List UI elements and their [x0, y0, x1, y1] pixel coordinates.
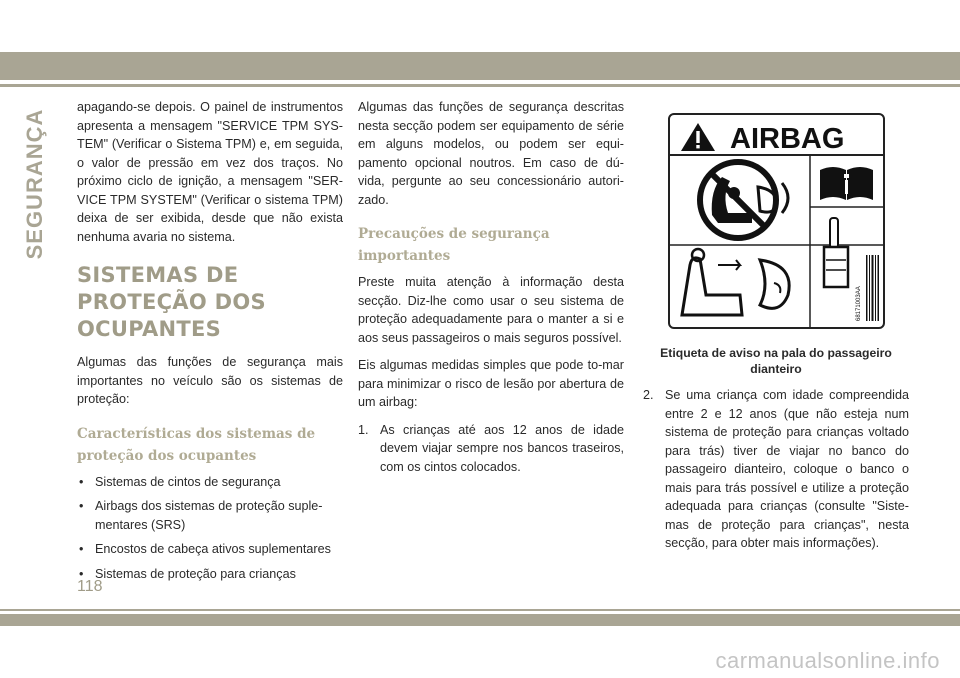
column-3	[643, 386, 909, 561]
intro-paragraph: Algumas das funções de segurança descritas nesta secção podem ser equipamento de série em alguns modelos, ou podem ser equi-pamento opcional noutros. Em caso de dú-vida, pergunte ao seu concessionário autori-zado.	[358, 100, 624, 207]
watermark: carmanualsonline.info	[715, 648, 940, 673]
precautions-list	[358, 421, 624, 477]
figure-caption: Etiqueta de aviso na pala do passageiro dianteiro	[660, 346, 892, 376]
section-heading: SISTEMAS DE PROTEÇÃO DOS OCUPANTES	[77, 263, 266, 341]
subsection-heading: Precauções de segurança importantes	[358, 226, 550, 264]
paragraph: Eis algumas medidas simples que pode to-mar para minimizar o risco de lesão por abertura de um airbag:	[358, 358, 624, 409]
list-item	[643, 386, 909, 553]
precautions-list-continued	[643, 386, 909, 553]
seat-airbag-icon	[682, 249, 789, 315]
label-title: AIRBAG	[730, 123, 845, 155]
airbag-warning-label	[668, 113, 885, 329]
list-item: • Sistemas de proteção para crianças	[77, 565, 343, 584]
column-2	[358, 98, 624, 484]
subsection-heading: Características dos sistemas de proteção dos ocupantes	[77, 425, 316, 464]
list-item: • Sistemas de cintos de segurança	[77, 473, 343, 492]
list-text: As crianças até aos 12 anos de idade devem viajar sempre nos bancos traseiros, com os cintos colocados.	[380, 422, 624, 474]
top-rule	[0, 84, 960, 87]
column-1	[77, 98, 343, 589]
list-item: • Airbags dos sistemas de proteção suple-mentares (SRS)	[77, 497, 343, 534]
page-number: 118	[77, 578, 103, 595]
list-item: • Encostos de cabeça ativos suplementares	[77, 540, 343, 559]
bottom-band	[0, 614, 960, 626]
airbag-label-illustration	[670, 115, 883, 327]
bottom-rule	[0, 609, 960, 611]
warning-triangle-icon	[681, 123, 715, 151]
label-code: 68171003AA	[856, 286, 862, 321]
raised-finger-icon	[824, 218, 848, 287]
section-paragraph: Algumas das funções de segurança mais importantes no veículo são os sistemas de proteção:	[77, 355, 343, 406]
top-band	[0, 52, 960, 80]
section-tab-label: SEGURANÇA	[22, 108, 47, 260]
paragraph: Preste muita atenção à informação desta secção. Diz-lhe como usar o seu sistema de proteção adequadamente para o manter a si e aos seus passageiros o mais seguros possível.	[358, 275, 624, 345]
list-number: 1.	[358, 422, 369, 437]
manual-book-icon	[820, 167, 873, 200]
section-tab	[22, 96, 48, 272]
no-rear-facing-child-seat-icon	[700, 162, 788, 238]
list-text: Se uma criança com idade compreendida entre 2 e 12 anos (que não esteja num sistema de proteção para crianças voltado para trás) tiver de viajar no banco do passageiro dianteiro, coloque o banco o mais para trás possível e utilize a proteção adequada para crianças (consulte "Siste-mas de proteção para crianças", nesta secção, para obter mais informações).	[665, 388, 909, 550]
features-list	[77, 473, 343, 584]
barcode-icon	[866, 255, 879, 321]
intro-paragraph: apagando-se depois. O painel de instrumentos apresenta a mensagem "SERVICE TPM SYS-TEM" (Verificar o Sistema TPM) e, em seguida, o valor de pressão em vez dos traços. No próximo ciclo de ignição, a mensagem "SER-VICE TPM SYSTEM" (Verificar o sistema TPM) deixa de ser exibida, desde que não exista nenhuma avaria no sistema.	[77, 100, 343, 244]
list-item	[358, 421, 624, 477]
list-number: 2.	[643, 388, 654, 402]
